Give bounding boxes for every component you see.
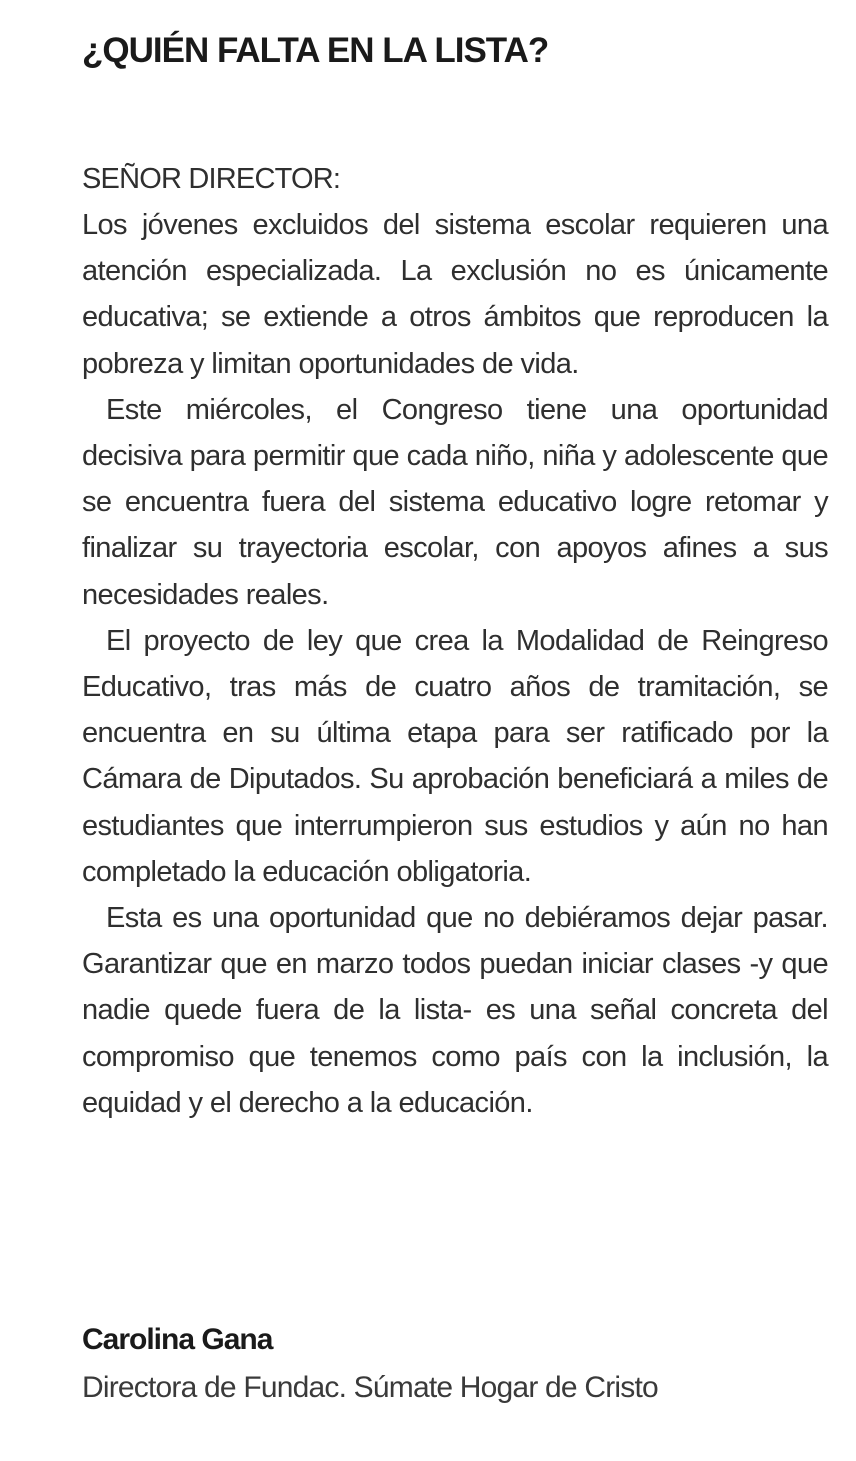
letter-paragraph-1: Los jóvenes excluidos del sistema escolar requieren una atención especializada. La exclusión no es únicamente educativa; se extiende a otros ámbitos que reproducen la pobreza y limitan oportunidades de vida.	[82, 209, 828, 380]
letter-signature	[82, 1316, 828, 1412]
letter-body	[82, 202, 828, 1126]
signer-title: Directora de Fundac. Súmate Hogar de Cristo	[82, 1371, 658, 1404]
signer-name: Carolina Gana	[82, 1323, 273, 1356]
letter-headline: ¿QUIÉN FALTA EN LA LISTA?	[82, 31, 549, 70]
letter-to-editor	[82, 22, 828, 1126]
letter-salutation: SEÑOR DIRECTOR:	[82, 163, 341, 195]
letter-paragraph-4: Esta es una oportunidad que no debiéramos dejar pasar. Garantizar que en marzo todos puedan iniciar clases -y que nadie quede fuera de la lista- es una señal concreta del compromiso que tenemos como país con la inclusión, la equidad y el derecho a la educación.	[82, 902, 828, 1119]
letter-paragraph-3: El proyecto de ley que crea la Modalidad de Reingreso Educativo, tras más de cuatro años de tramitación, se encuentra en su última etapa para ser ratificado por la Cámara de Diputados. Su aprobación beneficiará a miles de estudiantes que interrumpieron sus estudios y aún no han completado la educación obligatoria.	[82, 624, 828, 888]
letter-paragraph-2: Este miércoles, el Congreso tiene una oportunidad decisiva para permitir que cada niño, niña y adolescente que se encuentra fuera del sistema educativo logre retomar y finalizar su trayectoria escolar, con apoyos afines a sus necesidades reales.	[82, 393, 828, 611]
